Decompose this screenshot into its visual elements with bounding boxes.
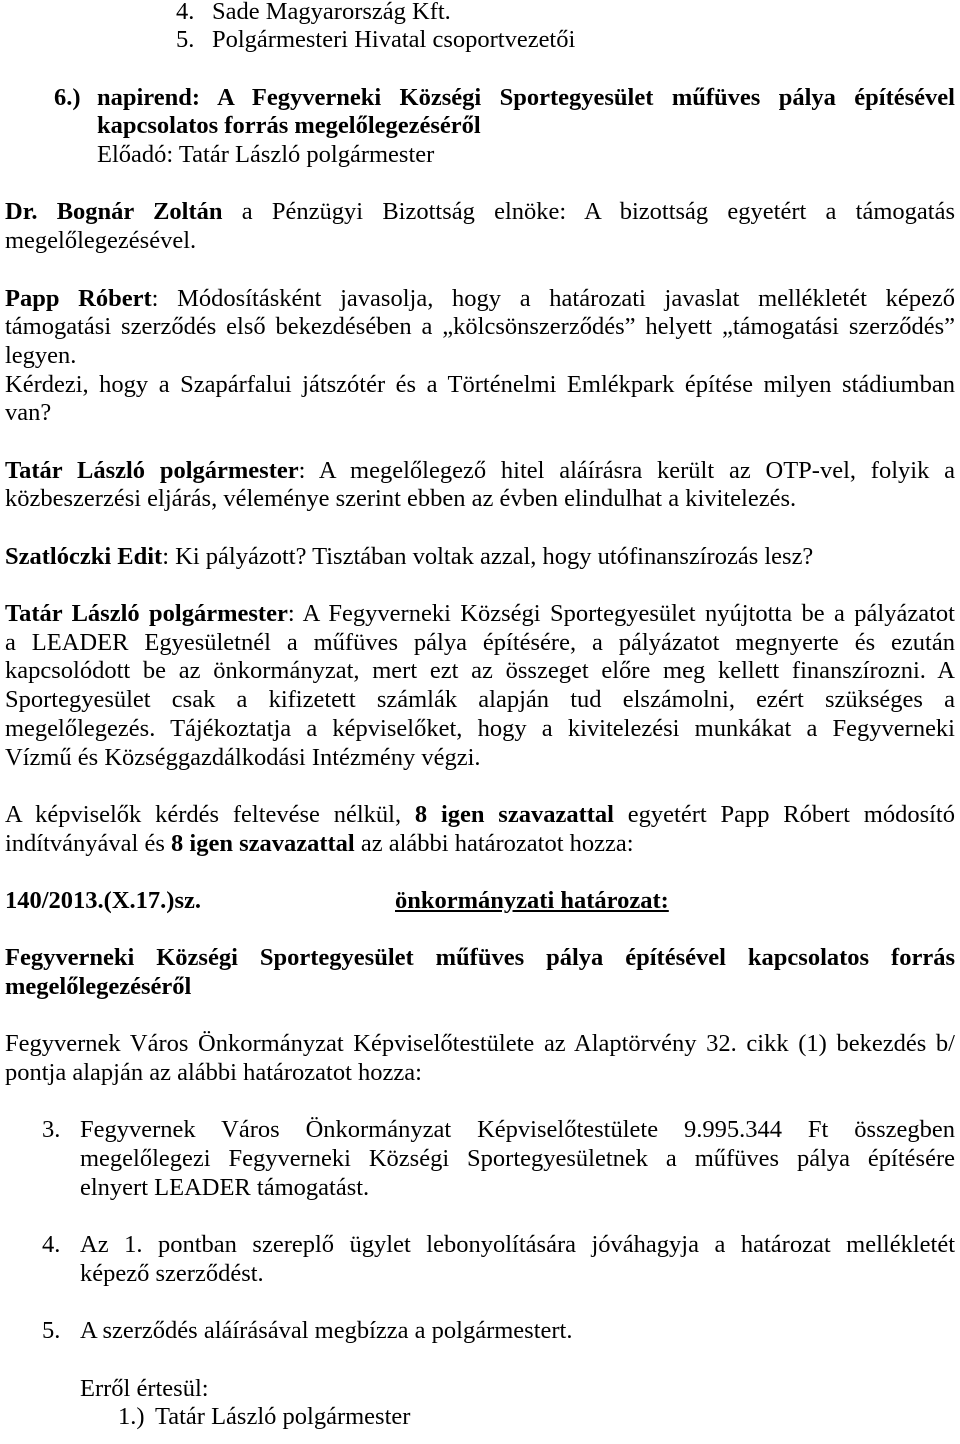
vote-text: indítványával és (5, 829, 165, 857)
comment-text: a Pénzügyi Bizottság elnöke: A bizottság egyetért a támogatás (241, 198, 956, 226)
agenda-presenter (5, 141, 955, 170)
point-line (5, 1174, 955, 1203)
paragraph-line (5, 543, 955, 572)
comment-text: : A Fegyverneki Községi Sportegyesület nyújtotta be a pályázatot (287, 600, 955, 628)
comment-text: Vízmű és Községgazdálkodási Intézmény végzi. (5, 743, 481, 771)
comment-szatloczki (5, 543, 955, 572)
resolution-title (5, 944, 955, 1001)
comment-tatar-2 (5, 600, 955, 772)
vote-statement (5, 801, 955, 858)
comment-text: van? (5, 399, 52, 427)
preamble-text: pontja alapján az alábbi határozatot hozza: (5, 1059, 422, 1087)
comment-text: a LEADER Egyesületnél a műfüves pálya építésére, a pályázatot megnyerte és ezután (5, 628, 955, 656)
paragraph-line (5, 629, 955, 658)
comment-text: megelőlegezés. Tájékoztatja a képviselőket, hogy a kivitelezési munkákat a Fegyverneki (5, 714, 955, 742)
paragraph-line (5, 285, 955, 314)
comment-text: kapcsolódott be az önkormányzat, mert ezt az összeget előre meg kellett finanszírozni. A (5, 657, 955, 685)
speaker-name: Tatár László polgármester (5, 456, 299, 484)
point-text: Fegyvernek Város Önkormányzat Képviselőtestülete 9.995.344 Ft összegben (80, 1116, 955, 1144)
comment-papp (5, 285, 955, 428)
resolution-title-line (5, 973, 955, 1002)
list-item-text: Tatár László polgármester (155, 1403, 411, 1431)
paragraph-line (5, 801, 955, 830)
comment-text: legyen. (5, 341, 77, 369)
point-line (5, 1260, 955, 1289)
resolution-point (5, 1317, 955, 1346)
list-item (5, 26, 955, 55)
paragraph-line (5, 457, 955, 486)
speaker-name: Dr. Bognár Zoltán (5, 198, 223, 226)
resolution-preamble (5, 1030, 955, 1087)
paragraph-line (5, 1030, 955, 1059)
list-item-text: Sade Magyarország Kft. (212, 0, 451, 25)
point-line (5, 1317, 955, 1346)
paragraph-line (5, 342, 955, 371)
paragraph-line (5, 371, 955, 400)
speaker-name: Szatlóczki Edit (5, 542, 163, 570)
paragraph-line (5, 600, 955, 629)
vote-text: A képviselők kérdés feltevése nélkül, (5, 800, 402, 828)
point-text: megelőlegezi Fegyverneki Községi Sportegyesületnek a műfüves pálya építésére (80, 1145, 955, 1173)
comment-text: támogatási szerződés első bekezdésében a „kölcsönszerződés” helyett „támogatási szerződés” (5, 313, 955, 341)
point-number: 5. (42, 1317, 61, 1345)
resolution-point (5, 1231, 955, 1288)
document-page (5, 0, 955, 1432)
agenda-item (5, 84, 955, 170)
paragraph-line (5, 198, 955, 227)
point-text: képező szerződést. (80, 1259, 264, 1287)
paragraph-line (5, 830, 955, 859)
agenda-number: 6.) (54, 83, 81, 111)
vote-count: 8 igen szavazattal (171, 829, 355, 857)
comment-text: közbeszerzési eljárás, véleménye szerint ebben az évben elindulhat a kivitelezés. (5, 485, 797, 513)
agenda-title (5, 84, 955, 113)
notification-label-text: Erről értesül: (80, 1374, 209, 1402)
paragraph-line (5, 715, 955, 744)
resolution-number: 140/2013.(X.17.)sz. (5, 886, 201, 914)
vote-count: 8 igen szavazattal (414, 800, 614, 828)
presenter-text: Előadó: Tatár László polgármester (97, 141, 435, 169)
comment-text: : Módosításként javasolja, hogy a határozati javaslat mellékletét képező (151, 284, 955, 312)
point-text: elnyert LEADER támogatást. (80, 1173, 370, 1201)
paragraph-line (5, 686, 955, 715)
resolution-title-text: megelőlegezéséről (5, 973, 192, 1001)
paragraph-line (5, 399, 955, 428)
point-number: 4. (42, 1231, 61, 1259)
agenda-title-line: kapcsolatos forrás megelőlegezéséről (97, 112, 481, 140)
agenda-title-line: napirend: A Fegyverneki Községi Sportegyesület műfüves pálya építésével (97, 83, 955, 111)
resolution-type: önkormányzati határozat: (395, 886, 669, 914)
comment-text: Sportegyesület csak a kifizetett számlák alapján tud elszámolni, ezért szükséges a (5, 686, 955, 714)
notification-label (5, 1375, 955, 1404)
vote-text: egyetért Papp Róbert módosító (627, 800, 955, 828)
comment-text: : A megelőlegező hitel aláírásra került az OTP-vel, folyik a (298, 456, 956, 484)
preamble-text: Fegyvernek Város Önkormányzat Képviselőtestülete az Alaptörvény 32. cikk (1) bekezdés b/ (5, 1030, 955, 1058)
resolution-header (5, 887, 955, 916)
paragraph-line (5, 1059, 955, 1088)
point-line (5, 1231, 955, 1260)
agenda-title (5, 112, 955, 141)
speaker-name: Papp Róbert (5, 284, 152, 312)
comment-text: Kérdezi, hogy a Szapárfalui játszótér és a Történelmi Emlékpark építése milyen stádiumban (5, 370, 955, 398)
resolution-title-text: Fegyverneki Községi Sportegyesület műfüves pálya építésével kapcsolatos forrás (5, 944, 955, 972)
list-item-number: 4. (176, 0, 195, 25)
comment-text: : Ki pályázott? Tisztában voltak azzal, hogy utófinanszírozás lesz? (162, 542, 814, 570)
list-item-number: 1.) (118, 1403, 145, 1431)
paragraph-line (5, 485, 955, 514)
comment-tatar-1 (5, 457, 955, 514)
speaker-name: Tatár László polgármester (5, 600, 288, 628)
point-line (5, 1145, 955, 1174)
point-text: Az 1. pontban szereplő ügylet lebonyolítására jóváhagyja a határozat mellékletét (80, 1231, 955, 1259)
point-number: 3. (42, 1116, 61, 1144)
recipient-list (5, 0, 955, 55)
paragraph-line (5, 744, 955, 773)
comment-text: megelőlegezésével. (5, 227, 197, 255)
paragraph-line (5, 657, 955, 686)
vote-text: az alábbi határozatot hozza: (360, 829, 634, 857)
list-item (5, 1403, 955, 1432)
paragraph-line (5, 227, 955, 256)
resolution-point (5, 1116, 955, 1202)
paragraph-line (5, 313, 955, 342)
comment-bognar (5, 198, 955, 255)
list-item (5, 0, 955, 26)
point-text: A szerződés aláírásával megbízza a polgármestert. (80, 1317, 573, 1345)
list-item-text: Polgármesteri Hivatal csoportvezetői (212, 26, 576, 54)
notification-list (5, 1375, 955, 1432)
point-line (5, 1116, 955, 1145)
resolution-title-line (5, 944, 955, 973)
list-item-number: 5. (176, 26, 195, 54)
